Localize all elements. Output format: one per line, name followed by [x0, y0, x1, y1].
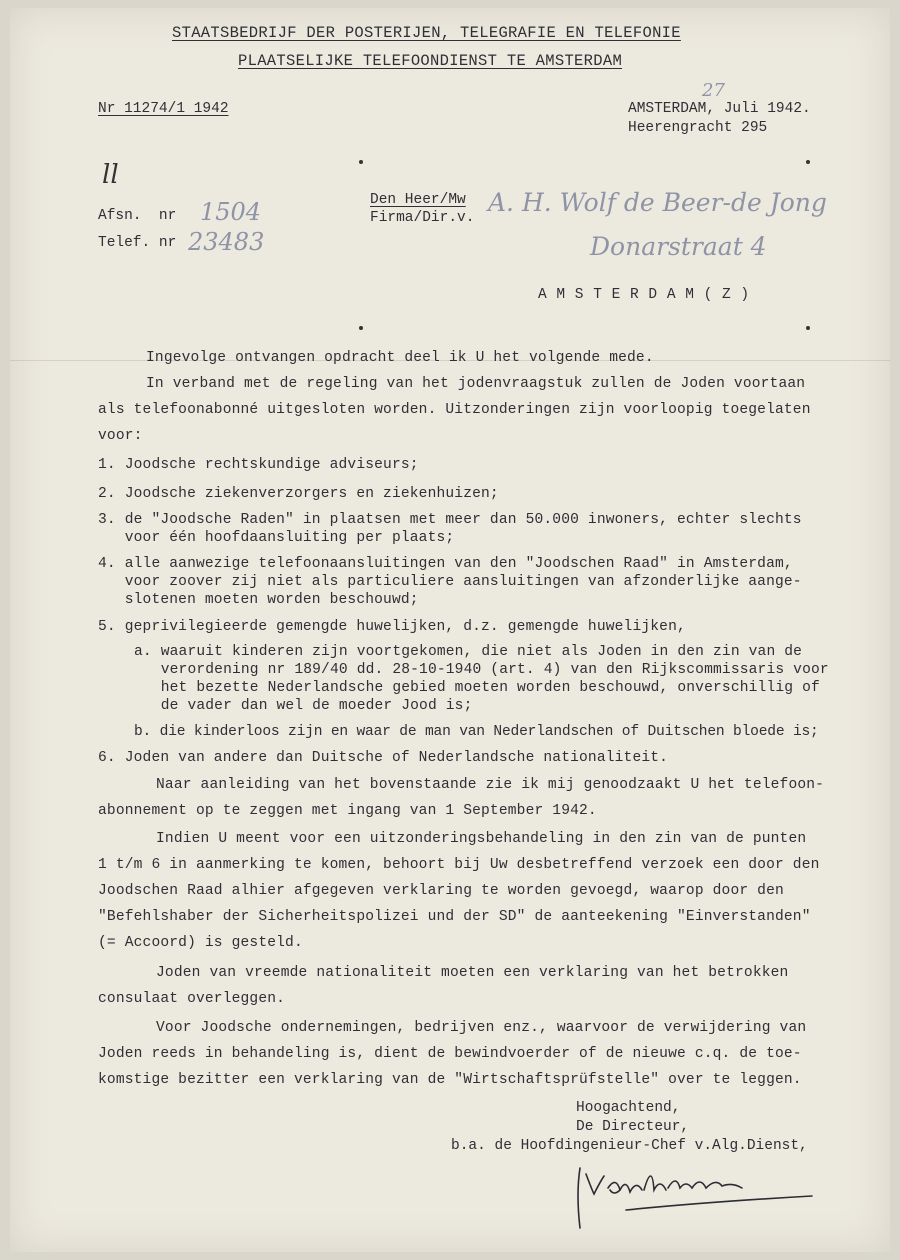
- list-item-4: slotenen moeten worden beschouwd;: [98, 592, 419, 608]
- para5-line: Voor Joodsche ondernemingen, bedrijven enz., waarvoor de verwijdering van: [156, 1020, 807, 1036]
- recipient-city: A M S T E R D A M ( Z ): [538, 287, 750, 303]
- list-item-3: 3. de "Joodsche Raden" in plaatsen met meer dan 50.000 inwoners, echter slechts: [98, 512, 802, 528]
- sender-address: Heerengracht 295: [628, 120, 768, 136]
- para2-line: Naar aanleiding van het bovenstaande zie ik mij genoodzaakt U het telefoon-: [156, 777, 825, 793]
- list-item-4: voor zoover zij niet als particuliere aansluitingen van afzonderlijke aange-: [98, 574, 802, 590]
- para3-line: Joodschen Raad alhier afgegeven verklaring te worden gevoegd, waarop door den: [98, 883, 784, 899]
- recipient-name-handwritten: A. H. Wolf de Beer-de Jong: [488, 188, 827, 217]
- para2-line: abonnement op te zeggen met ingang van 1 September 1942.: [98, 803, 597, 819]
- intro-line: Ingevolge ontvangen opdracht deel ik U het volgende mede.: [146, 350, 654, 366]
- letterhead-line-1: STAATSBEDRIJF DER POSTERIJEN, TELEGRAFIE EN TELEFONIE: [172, 24, 681, 42]
- afsn-value: 1504: [200, 198, 262, 226]
- para3-line: Indien U meent voor een uitzonderingsbehandeling in den zin van de punten: [156, 831, 807, 847]
- para1-line: voor:: [98, 428, 143, 444]
- margin-handwritten-mark: ll: [102, 160, 119, 190]
- list-item-3: voor één hoofdaansluiting per plaats;: [98, 530, 455, 546]
- punch-dot: [359, 160, 363, 164]
- para1-line: als telefoonabonné uitgesloten worden. Uitzonderingen zijn voorloopig toegelaten: [98, 402, 811, 418]
- punch-dot: [806, 326, 810, 330]
- closing-line-2: De Directeur,: [576, 1119, 690, 1135]
- date-day-handwritten: 27: [702, 80, 725, 101]
- list-item-5: 5. geprivilegieerde gemengde huwelijken, d.z. gemengde huwelijken,: [98, 619, 686, 635]
- list-item-5a: de vader dan wel de moeder Jood is;: [134, 698, 473, 714]
- recipient-street-handwritten: Donarstraat 4: [590, 232, 767, 261]
- para4-line: consulaat overleggen.: [98, 991, 286, 1007]
- list-item-1: 1. Joodsche rechtskundige adviseurs;: [98, 457, 419, 473]
- list-item-5a: het bezette Nederlandsche gebied moeten worden beschouwd, onverschillig of: [134, 680, 820, 696]
- para5-line: Joden reeds in behandeling is, dient de bewindvoerder of de nieuwe c.q. de toe-: [98, 1046, 802, 1062]
- recipient-label-1: Den Heer/Mw: [370, 192, 466, 208]
- para3-line: "Befehlshaber der Sicherheitspolizei und der SD" de aanteekening "Einverstanden": [98, 909, 811, 925]
- list-item-2: 2. Joodsche ziekenverzorgers en ziekenhuizen;: [98, 486, 499, 502]
- punch-dot: [806, 160, 810, 164]
- punch-dot: [359, 326, 363, 330]
- list-item-5b: b. die kinderloos zijn en waar de man van Nederlandschen of Duitschen bloede is;: [134, 724, 819, 740]
- telef-label: Telef. nr: [98, 235, 177, 251]
- para3-line: 1 t/m 6 in aanmerking te komen, behoort bij Uw desbetreffend verzoek een door den: [98, 857, 820, 873]
- para4-line: Joden van vreemde nationaliteit moeten een verklaring van het betrokken: [156, 965, 789, 981]
- letter-sheet: [10, 8, 890, 1252]
- list-item-6: 6. Joden van andere dan Duitsche of Nederlandsche nationaliteit.: [98, 750, 669, 766]
- list-item-5a: verordening nr 189/40 dd. 28-10-1940 (art. 4) van den Rijkscommissaris voor: [134, 662, 829, 678]
- reference-number: Nr 11274/1 1942: [98, 101, 229, 117]
- recipient-label-2: Firma/Dir.v.: [370, 210, 475, 226]
- signature: [566, 1154, 826, 1234]
- list-item-4: 4. alle aanwezige telefoonaansluitingen van den "Joodschen Raad" in Amsterdam,: [98, 556, 793, 572]
- telef-value: 23483: [188, 228, 265, 256]
- date-place: AMSTERDAM, Juli 1942.: [628, 101, 811, 117]
- list-item-5a: a. waaruit kinderen zijn voortgekomen, die niet als Joden in den zin van de: [134, 644, 803, 660]
- para1-line: In verband met de regeling van het jodenvraagstuk zullen de Joden voortaan: [146, 376, 806, 392]
- closing-line-3: b.a. de Hoofdingenieur-Chef v.Alg.Dienst,: [451, 1138, 808, 1154]
- afsn-label: Afsn. nr: [98, 208, 177, 224]
- letterhead-line-2: PLAATSELIJKE TELEFOONDIENST TE AMSTERDAM: [238, 52, 623, 70]
- closing-line-1: Hoogachtend,: [576, 1100, 681, 1116]
- para3-line: (= Accoord) is gesteld.: [98, 935, 303, 951]
- para5-line: komstige bezitter een verklaring van de "Wirtschaftsprüfstelle" over te leggen.: [98, 1072, 802, 1088]
